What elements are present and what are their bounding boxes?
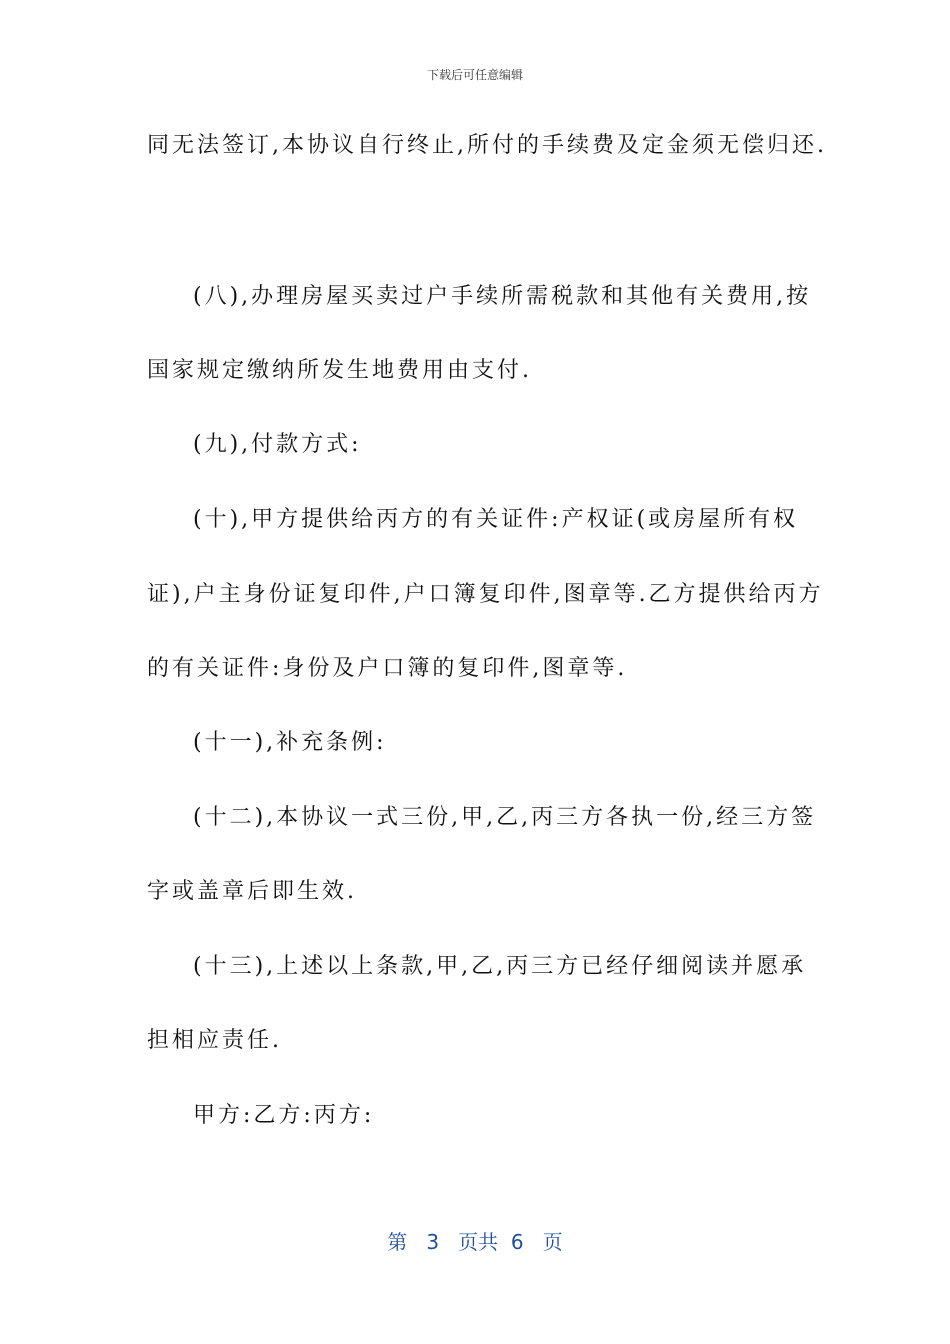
page-number-footer [0,1226,950,1255]
clause-13-line-1: (十三),上述以上条款,甲,乙,丙三方已经仔细阅读并愿承 [193,954,807,979]
clause-10-line-2: 证),户主身份证复印件,户口簿复印件,图章等.乙方提供给丙方 [147,582,824,607]
clause-8-line-1: (八),办理房屋买卖过户手续所需税款和其他有关费用,按 [193,284,812,309]
footer-middle: 页共 [458,1230,499,1254]
body-line-1: 同无法签订,本协议自行终止,所付的手续费及定金须无偿归还. [147,133,827,158]
clause-13-line-2: 担相应责任. [147,1028,282,1053]
clause-12-line-2: 字或盖章后即生效. [147,879,357,904]
clause-11-line: (十一),补充条例: [193,730,387,755]
footer-prefix: 第 [387,1230,408,1254]
clause-10-line-3: 的有关证件:身份及户口簿的复印件,图章等. [147,656,628,681]
clause-10-line-1: (十),甲方提供给丙方的有关证件:产权证(或房屋所有权 [193,507,799,532]
signature-parties-line: 甲方:乙方:丙方: [193,1103,375,1128]
clause-9-line: (九),付款方式: [193,432,362,457]
clause-12-line-1: (十二),本协议一式三份,甲,乙,丙三方各执一份,经三方签 [193,805,817,830]
header-note: 下载后可任意编辑 [426,68,523,82]
clause-8-line-2: 国家规定缴纳所发生地费用由支付. [147,358,532,383]
current-page-number: 3 [426,1230,440,1254]
footer-suffix: 页 [542,1230,563,1254]
total-pages-number: 6 [510,1230,524,1254]
